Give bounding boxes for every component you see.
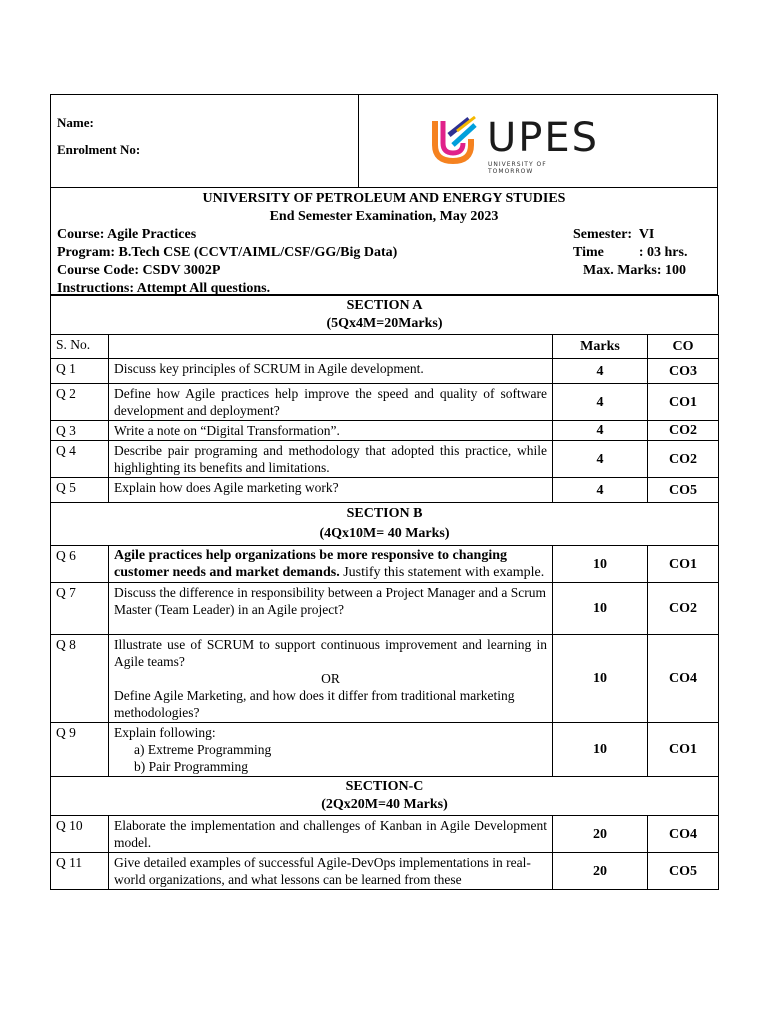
section-a-subtitle: (5Qx4M=20Marks) <box>326 316 443 331</box>
question-number: Q 8 <box>51 635 109 723</box>
section-a-header <box>51 296 719 335</box>
table-row <box>51 853 719 890</box>
program: Program: B.Tech CSE (CCVT/AIML/CSF/GG/Big Data) <box>57 245 398 260</box>
max-marks: Max. Marks: 100 <box>583 263 687 278</box>
question-marks: 10 <box>553 635 648 723</box>
question-text: Discuss key principles of SCRUM in Agile development. <box>109 359 553 384</box>
question-co: CO2 <box>648 583 719 635</box>
section-b-title: SECTION B <box>346 506 423 521</box>
question-number: Q 7 <box>51 583 109 635</box>
question-co: CO5 <box>648 478 719 503</box>
question-text: Write a note on “Digital Transformation”. <box>109 421 553 441</box>
question-text: Define how Agile practices help improve the speed and quality of software development and deployment? <box>109 384 553 421</box>
question-number: Q 2 <box>51 384 109 421</box>
question-marks: 4 <box>553 359 648 384</box>
question-co: CO3 <box>648 359 719 384</box>
question-number: Q 4 <box>51 441 109 478</box>
logo-subtext: UNIVERSITY OF TOMORROW <box>488 161 547 175</box>
question-co: CO2 <box>648 441 719 478</box>
questions-table <box>50 295 719 890</box>
table-row <box>51 441 719 478</box>
exam-paper <box>50 94 718 890</box>
exam-info <box>51 188 717 295</box>
question-marks: 20 <box>553 816 648 853</box>
question-co: CO1 <box>648 384 719 421</box>
course-name: Course: Agile Practices <box>57 227 197 242</box>
table-row <box>51 723 719 777</box>
question-marks: 4 <box>553 421 648 441</box>
question-number: Q 6 <box>51 546 109 583</box>
exam-title: End Semester Examination, May 2023 <box>269 209 499 224</box>
table-row <box>51 421 719 441</box>
table-row <box>51 635 719 723</box>
university-name: UNIVERSITY OF PETROLEUM AND ENERGY STUDIES <box>202 191 566 206</box>
question-text: Discuss the difference in responsibility between a Project Manager and a Scrum Master (Team Leader) in an Agile project? <box>109 583 553 635</box>
question-text-rest: Justify this statement with example. <box>339 565 545 580</box>
question-number: Q 1 <box>51 359 109 384</box>
question-text: Give detailed examples of successful Agile-DevOps implementations in real-world organizations, and what lessons can be learned from these <box>109 853 553 890</box>
question-text <box>109 546 553 583</box>
col-marks: Marks <box>553 335 648 359</box>
table-row <box>51 384 719 421</box>
question-co: CO4 <box>648 635 719 723</box>
col-co: CO <box>648 335 719 359</box>
instructions: Instructions: Attempt All questions. <box>57 281 271 296</box>
list-item: b) Pair Programming <box>134 759 248 774</box>
name-label: Name: <box>57 115 94 130</box>
question-co: CO1 <box>648 723 719 777</box>
question-text-main: Illustrate use of SCRUM to support continuous improvement and learning in Agile teams? <box>114 637 547 669</box>
course-code: Course Code: CSDV 3002P <box>57 263 221 278</box>
question-number: Q 11 <box>51 853 109 890</box>
question-co: CO4 <box>648 816 719 853</box>
course-code-row <box>57 262 711 280</box>
table-row <box>51 546 719 583</box>
table-row <box>51 816 719 853</box>
enrolment-label: Enrolment No: <box>57 142 141 157</box>
question-marks: 4 <box>553 478 648 503</box>
question-text-main: Explain following: <box>114 725 216 740</box>
table-row <box>51 359 719 384</box>
program-row <box>57 244 711 262</box>
question-marks: 4 <box>553 441 648 478</box>
section-b-header <box>51 503 719 546</box>
section-c-header <box>51 777 719 816</box>
table-row <box>51 583 719 635</box>
section-b-subtitle: (4Qx10M= 40 Marks) <box>319 526 450 541</box>
question-text <box>109 635 553 723</box>
question-text: Explain how does Agile marketing work? <box>109 478 553 503</box>
upes-logo <box>431 111 600 175</box>
table-header-row <box>51 335 719 359</box>
list-item: a) Extreme Programming <box>134 742 272 757</box>
question-number: Q 9 <box>51 723 109 777</box>
question-text-alternative: Define Agile Marketing, and how does it differ from traditional marketing methodologies? <box>114 688 515 720</box>
question-number: Q 5 <box>51 478 109 503</box>
header-top <box>51 95 717 188</box>
table-row <box>51 478 719 503</box>
question-co: CO1 <box>648 546 719 583</box>
student-details <box>51 95 359 187</box>
time: Time : 03 hrs. <box>573 245 688 260</box>
question-co: CO5 <box>648 853 719 890</box>
question-co: CO2 <box>648 421 719 441</box>
question-text: Elaborate the implementation and challenges of Kanban in Agile Development model. <box>109 816 553 853</box>
header-frame <box>50 94 718 296</box>
logo-text: UPES <box>487 115 600 161</box>
section-c-subtitle: (2Qx20M=40 Marks) <box>321 797 448 812</box>
question-text: Describe pair programing and methodology that adopted this practice, while highlighting its benefits and limitations. <box>109 441 553 478</box>
question-text <box>109 723 553 777</box>
semester: Semester: VI <box>573 227 655 242</box>
course-row <box>57 226 711 244</box>
or-separator: OR <box>321 671 340 686</box>
question-marks: 10 <box>553 583 648 635</box>
col-question <box>109 335 553 359</box>
question-number: Q 10 <box>51 816 109 853</box>
question-marks: 20 <box>553 853 648 890</box>
question-number: Q 3 <box>51 421 109 441</box>
question-marks: 10 <box>553 723 648 777</box>
question-marks: 4 <box>553 384 648 421</box>
logo-cell <box>359 95 717 187</box>
col-sno: S. No. <box>51 335 109 359</box>
upes-emblem-icon <box>431 115 481 165</box>
question-emphasis: Agile practices help organizations be more responsive to changing customer needs and market demands. <box>114 548 508 580</box>
section-a-title: SECTION A <box>346 298 423 313</box>
section-c-title: SECTION-C <box>345 779 424 794</box>
question-marks: 10 <box>553 546 648 583</box>
